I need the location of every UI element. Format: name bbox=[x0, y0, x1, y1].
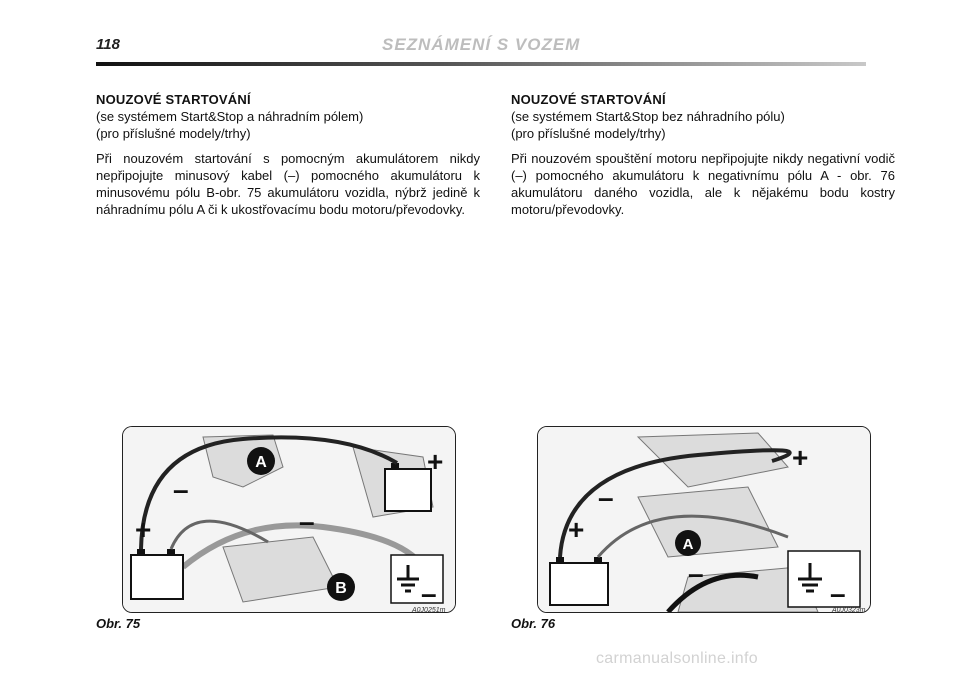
right-subtitle-1: (se systémem Start&Stop bez náhradního pólu) bbox=[511, 109, 785, 124]
plus-sign-vehicle: + bbox=[792, 442, 809, 473]
plus-sign-vehicle: + bbox=[427, 446, 444, 477]
figure-75-caption: Obr. 75 bbox=[96, 616, 141, 631]
figure-76-caption: Obr. 76 bbox=[511, 616, 556, 631]
minus-sign-ground: – bbox=[421, 578, 437, 609]
figure-75 bbox=[122, 426, 456, 613]
figure-75-code: A0J0251m bbox=[412, 607, 446, 614]
right-column bbox=[511, 92, 895, 218]
figure-76 bbox=[537, 426, 871, 613]
left-subtitle-2: (pro příslušné modely/trhy) bbox=[96, 126, 251, 141]
right-body-text: Při nouzovém spouštění motoru nepřipojujte nikdy negativní vodič (–) pomocného akumulátoru k negativnímu pólu A - obr. 76 akumulátoru daného vozidla, ale k nějakému bodu kostry motoru/převodovky. bbox=[511, 151, 895, 217]
minus-sign-aux: – bbox=[598, 482, 614, 513]
ground-symbol-icon bbox=[788, 551, 860, 607]
minus-sign-aux: – bbox=[173, 474, 189, 505]
plus-sign-aux: + bbox=[568, 514, 585, 545]
minus-sign-vehicle: – bbox=[688, 558, 704, 589]
svg-text:A: A bbox=[255, 454, 267, 471]
left-section-title: NOUZOVÉ STARTOVÁNÍ bbox=[96, 92, 251, 107]
svg-text:A: A bbox=[682, 536, 694, 553]
figure-76-illustration bbox=[538, 427, 870, 612]
page-number: 118 bbox=[96, 36, 120, 53]
label-a-marker bbox=[247, 447, 275, 475]
svg-text:B: B bbox=[335, 580, 347, 597]
label-b-marker bbox=[327, 573, 355, 601]
vehicle-battery-icon bbox=[385, 463, 431, 511]
minus-sign-vehicle: – bbox=[299, 506, 315, 537]
left-body-text: Při nouzovém startování s pomocným akumulátorem nikdy nepřipojujte minusový kabel (–) pomocného akumulátoru k minusovému pólu B-obr. 75 akumulátoru vozidla, nýbrž jedině k náhradnímu pólu A či k ukostřovacímu bodu motoru/převodovky. bbox=[96, 151, 480, 217]
watermark: carmanualsonline.info bbox=[596, 650, 758, 667]
right-subtitle-2: (pro příslušné modely/trhy) bbox=[511, 126, 666, 141]
header-rule bbox=[96, 62, 866, 66]
left-column bbox=[96, 92, 480, 218]
figure-76-code: A0J0323m bbox=[832, 607, 866, 614]
auxiliary-battery-icon bbox=[550, 557, 608, 605]
label-a-marker bbox=[675, 530, 701, 556]
plus-sign-aux: + bbox=[135, 514, 152, 545]
auxiliary-battery-icon bbox=[131, 549, 183, 599]
left-subtitle-1: (se systémem Start&Stop a náhradním pólem) bbox=[96, 109, 364, 124]
running-header: SEZNÁMENÍ S VOZEM bbox=[382, 35, 581, 54]
figure-75-illustration bbox=[123, 427, 455, 612]
minus-sign-ground: – bbox=[830, 578, 846, 609]
right-section-title: NOUZOVÉ STARTOVÁNÍ bbox=[511, 92, 666, 107]
